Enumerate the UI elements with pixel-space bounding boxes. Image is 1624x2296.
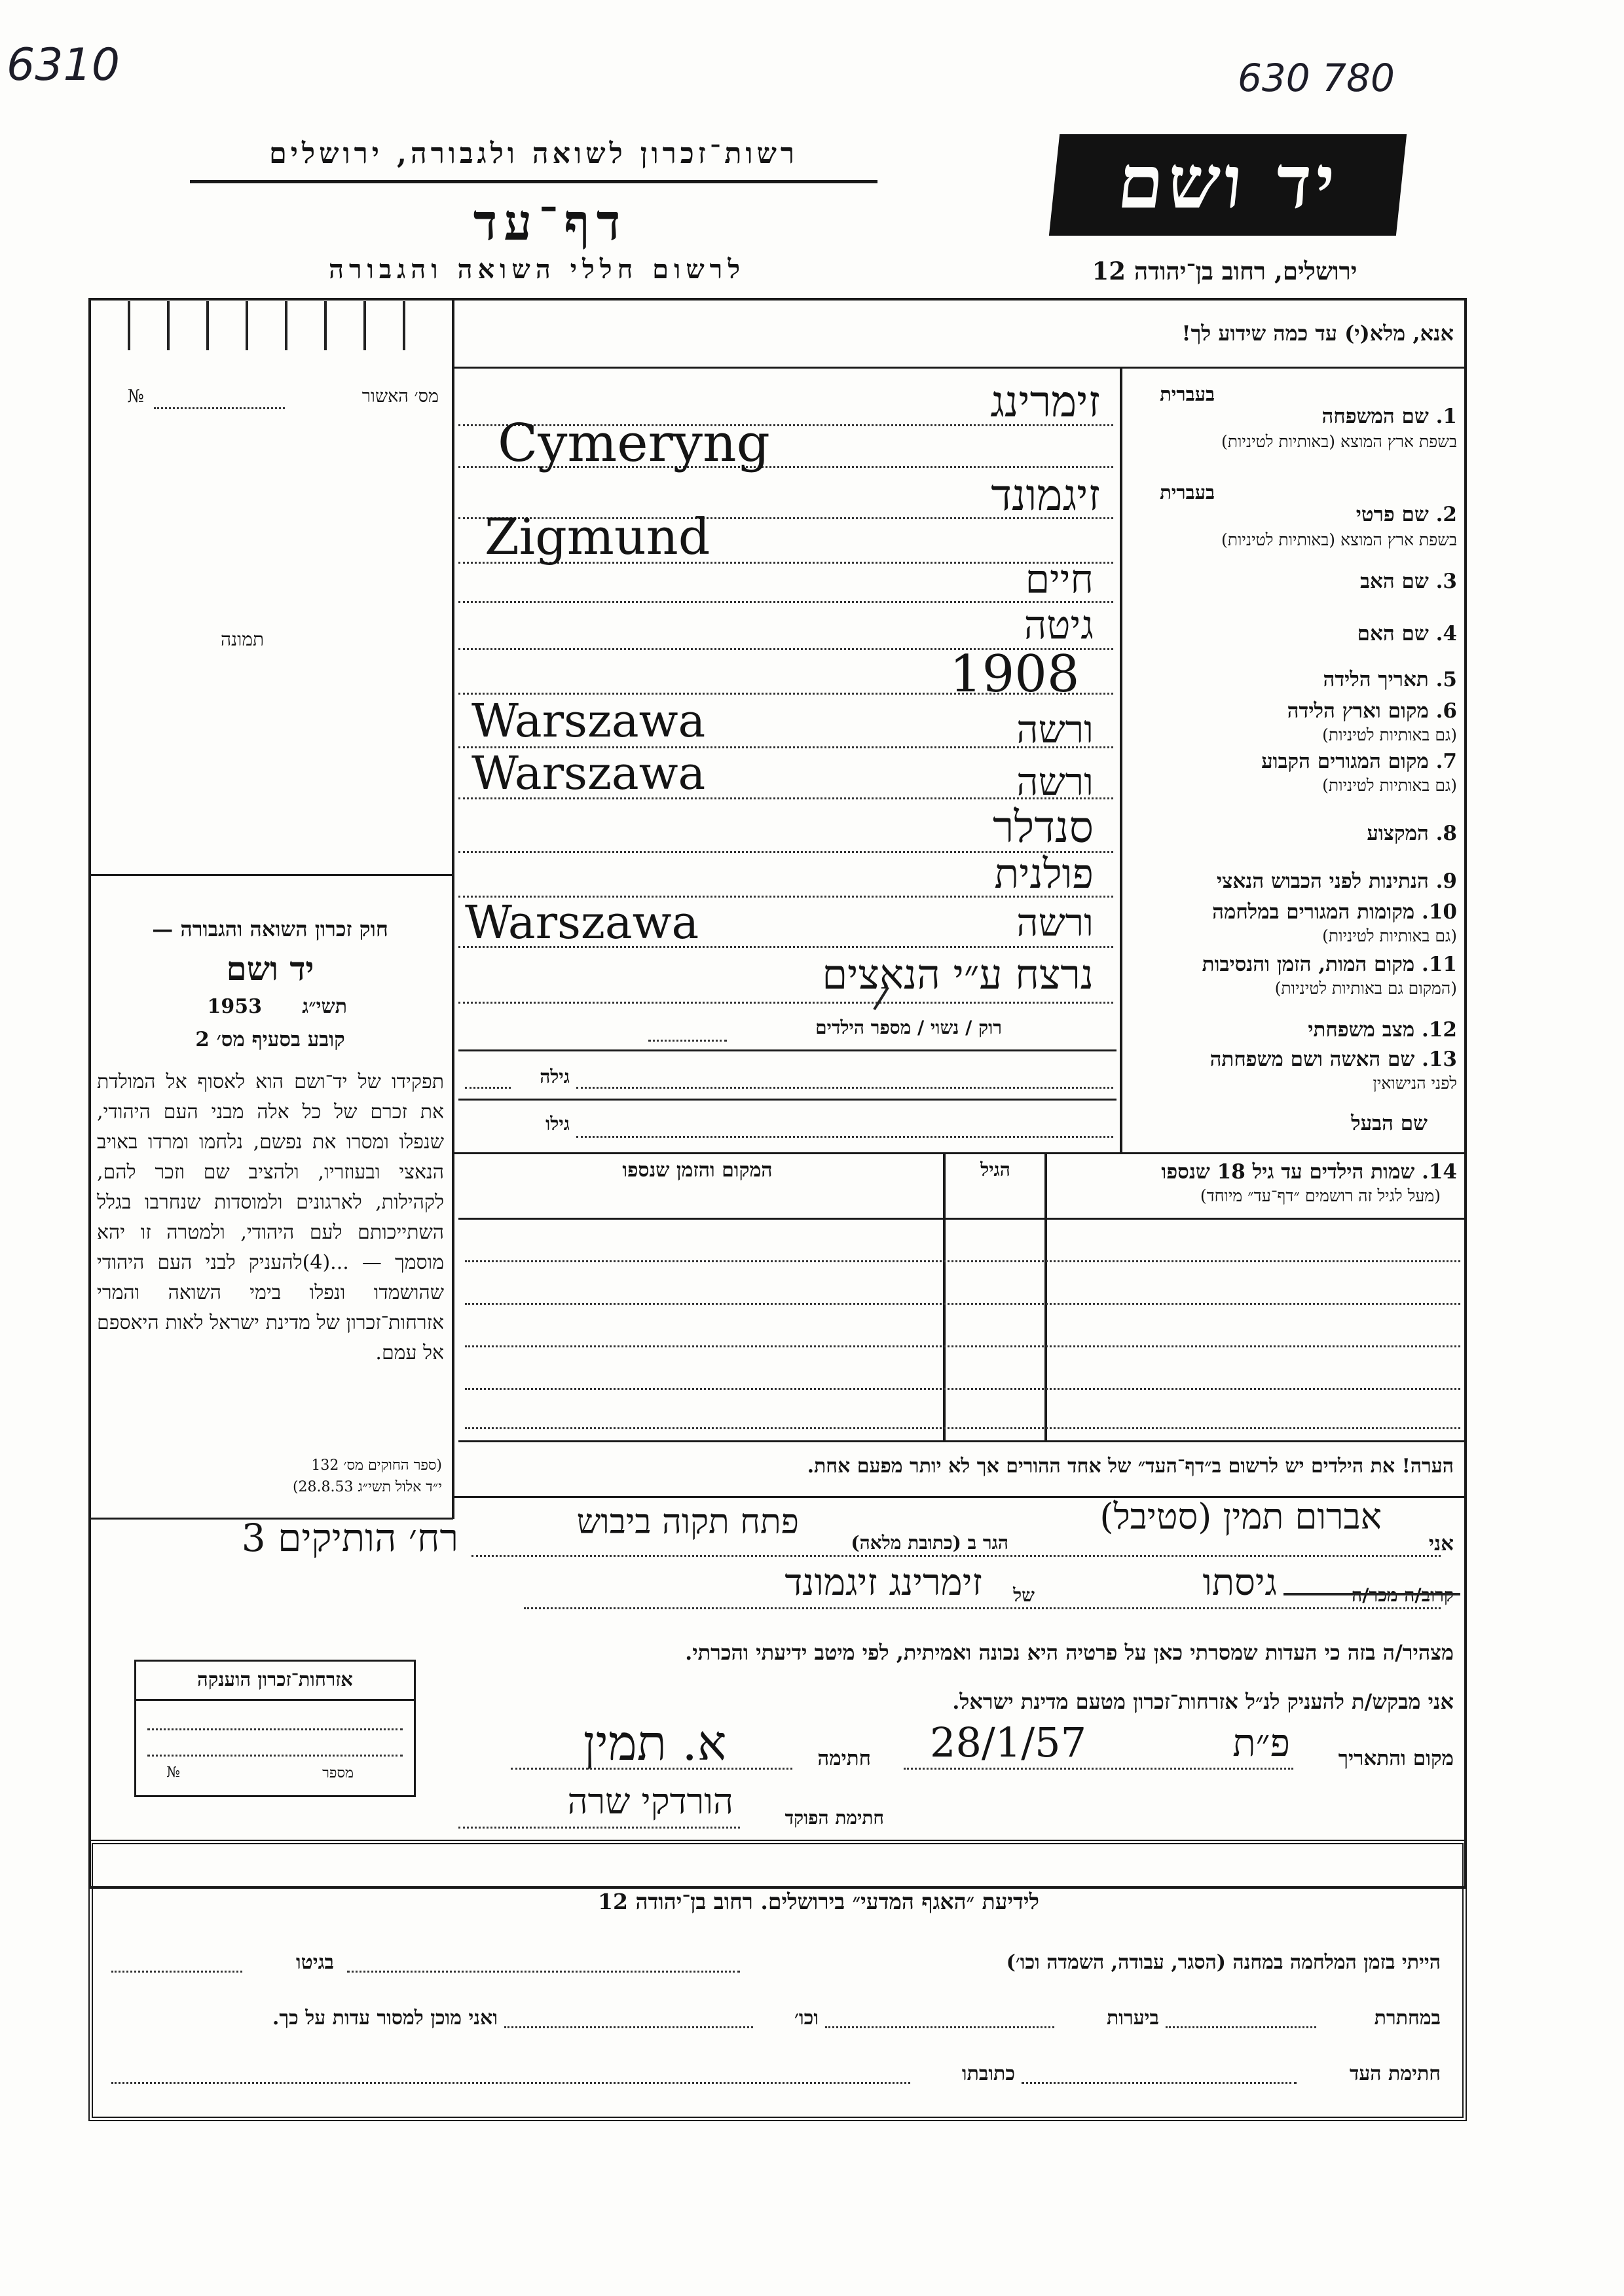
field-12-options: רוק / נשוי / מספר הילדים bbox=[815, 1017, 1002, 1038]
date-value: 28/1/57 bbox=[930, 1719, 1087, 1766]
field-10-latin-value: Warszawa bbox=[465, 896, 699, 949]
top-left-number: 6310 bbox=[7, 39, 120, 91]
place-date-label: מקום והתאריך bbox=[1338, 1747, 1454, 1770]
field-9-value: פולנית bbox=[994, 850, 1094, 898]
relation-strike bbox=[1283, 1593, 1460, 1595]
field-11-line[interactable] bbox=[458, 1002, 1113, 1004]
intro-rule bbox=[452, 367, 1466, 369]
row-rule-13 bbox=[458, 1099, 1116, 1101]
photo-label: תמונה bbox=[220, 629, 265, 650]
signature-value: א. תמין bbox=[583, 1715, 727, 1772]
field-1-hebrew-tag: בעברית bbox=[1160, 383, 1215, 405]
field-8-label: 8. המקצוע bbox=[1367, 822, 1457, 845]
tick-mark bbox=[403, 301, 405, 350]
bottom-ghetto-field[interactable] bbox=[111, 1971, 242, 1973]
bottom-line-2-a: במחתרת bbox=[1374, 2007, 1441, 2030]
logo-text: יד ושם bbox=[1113, 139, 1343, 225]
field-13b-label: שם הבעל bbox=[1351, 1112, 1428, 1135]
field-2-latin-value: Zigmund bbox=[485, 507, 710, 566]
field-13b-name-line[interactable] bbox=[576, 1136, 1113, 1138]
table-row[interactable] bbox=[465, 1427, 1460, 1429]
field-2-label: 2. שם פרטי bbox=[1356, 503, 1457, 526]
field-11-label: 11. מקום המות, הזמן והנסיבות bbox=[1202, 953, 1457, 976]
citizenship-box-line[interactable] bbox=[147, 1728, 403, 1730]
field-2-hebrew-tag: בעברית bbox=[1160, 481, 1215, 503]
law-clause: קובע בסעיף מס׳ 2 bbox=[195, 1028, 345, 1051]
decl-request: אני מבקש/ת להעניק לנ״ל אזרחות־זכרון מטעם מדינת ישראל. bbox=[952, 1689, 1454, 1714]
bottom-title: לידיעת ״האגף המדעי״ בירושלים. רחוב בן־יהודה 12 bbox=[598, 1889, 1039, 1914]
field-12-children-line[interactable] bbox=[648, 1040, 727, 1042]
tick-mark bbox=[128, 301, 130, 350]
authority-underline bbox=[190, 180, 877, 183]
field-1-latin-value: Cymeryng bbox=[498, 412, 770, 473]
field-8-value: סנדלר bbox=[992, 802, 1094, 852]
field-1-hebrew-value: זימרינג bbox=[990, 376, 1100, 427]
row-rule-12 bbox=[458, 1049, 1116, 1051]
field-7-label: 7. מקום המגורים הקבוע bbox=[1261, 750, 1457, 773]
citizenship-box-line[interactable] bbox=[147, 1755, 403, 1757]
field-5-value: 1908 bbox=[950, 645, 1080, 704]
field-6-label: 6. מקום וארץ הלידה bbox=[1287, 699, 1457, 723]
decl-witness-name: אברום תמין (סטיבל) bbox=[1099, 1496, 1382, 1537]
law-year-heb: תשי״ג bbox=[302, 995, 347, 1018]
officer-value: הורדקי שרה bbox=[567, 1781, 733, 1822]
photo-area-rule bbox=[90, 874, 453, 876]
field-6-hebrew-value: ורשה bbox=[1016, 707, 1094, 752]
tick-mark bbox=[206, 301, 209, 350]
tick-mark bbox=[363, 301, 366, 350]
field-10-label: 10. מקומות המגורים במלחמה bbox=[1212, 900, 1457, 924]
decl-line-1[interactable] bbox=[471, 1555, 1441, 1557]
field-13-sub: לפני הנישואין bbox=[1373, 1074, 1457, 1093]
decl-address-cont: רח׳ הותיקים 3 bbox=[241, 1516, 458, 1560]
note-text: הערה! את הילדים יש לרשום ב״דף־העד״ של אחד ההורים אך לא יותר מפעם אחת. bbox=[807, 1455, 1454, 1478]
header-address: ירושלים, רחוב בן־יהודה 12 bbox=[1092, 257, 1357, 285]
field-10-sub: (גם באותיות לטיניות) bbox=[1322, 926, 1457, 945]
field-6-sub: (גם באותיות לטיניות) bbox=[1322, 725, 1457, 744]
field-6-latin-value: Warszawa bbox=[471, 694, 706, 748]
decl-of-label: של bbox=[1013, 1584, 1035, 1606]
approval-field[interactable] bbox=[154, 407, 285, 409]
law-name: יד ושם bbox=[226, 949, 314, 988]
bottom-address-field[interactable] bbox=[111, 2082, 910, 2084]
tick-mark bbox=[285, 301, 287, 350]
tick-mark bbox=[324, 301, 327, 350]
decl-address: פתח תקוה ביבוש bbox=[576, 1503, 799, 1542]
field-3-value: חיים bbox=[1025, 556, 1094, 602]
bottom-forests-field[interactable] bbox=[825, 2026, 1054, 2028]
tick-mark bbox=[246, 301, 248, 350]
law-source-1: (ספר החוקים מס׳ 132 bbox=[311, 1457, 442, 1474]
field-11-value: נרצח ע״י הנאצים bbox=[822, 951, 1094, 998]
decl-resides-label: הגר ב (כתובת מלאה) bbox=[851, 1532, 1008, 1554]
bottom-box bbox=[88, 1840, 1467, 2121]
law-source-2: י״ד אלול תשי״ג 28.8.53) bbox=[292, 1479, 442, 1495]
field-1-sub: בשפת ארץ המוצא (באותיות לטיניות) bbox=[1221, 432, 1457, 451]
bottom-etc-field[interactable] bbox=[504, 2026, 753, 2028]
yad-vashem-logo bbox=[1049, 134, 1407, 236]
table-col-2 bbox=[943, 1152, 946, 1440]
law-year: 1953 bbox=[207, 995, 262, 1018]
bottom-line-1-field[interactable] bbox=[347, 1971, 740, 1973]
field-14-age-header: הגיל bbox=[980, 1159, 1010, 1180]
bottom-witness-sign-field[interactable] bbox=[1022, 2082, 1297, 2084]
citizenship-box-title: אזרחות־זכרון הוענקה bbox=[197, 1668, 353, 1690]
field-7-sub: (גם באותיות לטיניות) bbox=[1322, 776, 1457, 795]
field-14-label: 14. שמות הילדים עד גיל 18 שנספו bbox=[1161, 1160, 1457, 1184]
field-14-sub: (מעל לגיל זה רושמים ״דף־עד״ מיוחד) bbox=[1200, 1186, 1441, 1205]
field-12-label: 12. מצב משפחתי bbox=[1308, 1018, 1457, 1042]
field-3-label: 3. שם האב bbox=[1360, 570, 1457, 593]
bottom-line-2-c: וכו׳ bbox=[794, 2007, 819, 2030]
field-4-label: 4. שם האם bbox=[1357, 622, 1457, 646]
decl-relation-value: גיסתו bbox=[1202, 1561, 1277, 1604]
approval-no: № bbox=[127, 386, 144, 407]
field-7-latin-value: Warszawa bbox=[471, 746, 706, 800]
field-1-label: 1. שם המשפחה bbox=[1321, 405, 1457, 428]
field-7-hebrew-value: ורשה bbox=[1016, 759, 1094, 804]
field-2-sub: בשפת ארץ המוצא (באותיות לטיניות) bbox=[1221, 530, 1457, 549]
field-13-age-line[interactable] bbox=[465, 1087, 511, 1089]
table-col-1 bbox=[1044, 1152, 1047, 1440]
intro-text: אנא, מלא(י) עד כמה שידוע לך! bbox=[1181, 321, 1454, 346]
note-top-rule bbox=[458, 1440, 1466, 1442]
table-row[interactable] bbox=[465, 1345, 1460, 1347]
field-14-place-header: המקום והזמן שנספו bbox=[622, 1159, 773, 1182]
tick-mark bbox=[167, 301, 170, 350]
law-text: תפקידו של יד־ושם הוא לאסוף אל המולדת את זכרם של כל אלה מבני העם היהודי, שנפלו ומסרו את נפשם, נלחמו ומרדו באויב הנאצי ובעוזריו, ולהציב שם וזכר להם, לקהילות, לארגונים ולמוסדות שנחרבו בגלל השתייכותם לעם היהודי, ולמטרה זו יהא מוסמך — ...(4)להעניק לבני העם היהודי שהושמדו ונפלו בימי השואה והמרי אזרחות־זכרון של מדינת ישראל לאות היאספם אל עמם. bbox=[97, 1070, 445, 1364]
signature-label: חתימה bbox=[817, 1747, 871, 1770]
bottom-line-1-end: בגיטו bbox=[295, 1951, 334, 1974]
bottom-underground-field[interactable] bbox=[1166, 2026, 1316, 2028]
field-5-label: 5. תאריך הלידה bbox=[1323, 668, 1457, 691]
decl-relation-label bbox=[1270, 1584, 1454, 1607]
field-13-name-line[interactable] bbox=[576, 1087, 1113, 1089]
top-right-reference: 630 780 bbox=[1238, 56, 1395, 100]
citizenship-box-number: מספר bbox=[322, 1765, 354, 1781]
field-11-sub: (המקום גם באותיות לטיניות) bbox=[1274, 979, 1457, 998]
officer-label: חתימת הפוקד bbox=[784, 1807, 884, 1829]
side-divider bbox=[452, 299, 454, 1519]
label-divider bbox=[1120, 367, 1122, 1152]
field-10-hebrew-value: ורשה bbox=[1016, 900, 1094, 945]
decl-line-2[interactable] bbox=[524, 1607, 1441, 1609]
signature-line[interactable] bbox=[511, 1768, 792, 1770]
decl-statement: מצהיר/ה בזה כי העדות שמסרתי כאן על פרטיה היא נכונה ואמיתית, לפי מיטב ידיעתי והכרתי. bbox=[685, 1640, 1454, 1665]
bottom-line-3-b: כתובתו bbox=[961, 2062, 1015, 2085]
field-13b-age-label: גילו bbox=[545, 1113, 570, 1135]
field-13-label: 13. שם האשה ושם משפחתה bbox=[1209, 1048, 1457, 1071]
table-row[interactable] bbox=[465, 1260, 1460, 1262]
field-2-hebrew-value: זיגמונד bbox=[991, 470, 1100, 520]
place-value: פ״ת bbox=[1232, 1721, 1290, 1765]
citizenship-box-no: № bbox=[166, 1764, 180, 1781]
authority-name: רשות־זכרון לשואה ולגבורה, ירושלים bbox=[268, 137, 799, 170]
citizenship-box-rule bbox=[136, 1699, 415, 1701]
form-subtitle: לרשום חללי השואה והגבורה bbox=[328, 254, 746, 285]
bottom-line-3-a: חתימת העד bbox=[1349, 2062, 1441, 2085]
bottom-line-2-b: ביערות bbox=[1106, 2007, 1159, 2030]
table-row[interactable] bbox=[465, 1388, 1460, 1390]
field-9-label: 9. הנתינות לפני הכבוש הנאצי bbox=[1217, 869, 1457, 893]
field-13-age-label: גילה bbox=[540, 1066, 570, 1087]
bottom-line-1: הייתי בזמן המלחמה במחנה (הסגר, עבודה, השמדה וכו׳) bbox=[1006, 1951, 1441, 1974]
table-head-rule bbox=[458, 1218, 1466, 1220]
table-row[interactable] bbox=[465, 1303, 1460, 1305]
row-rule bbox=[452, 1152, 1466, 1154]
form-title: דף־עד bbox=[473, 193, 627, 251]
law-title: חוק זכרון השואה והגבורה — bbox=[152, 917, 388, 941]
field-4-value: גיטה bbox=[1024, 602, 1094, 648]
place-date-line[interactable] bbox=[904, 1768, 1293, 1770]
bottom-line-2-end: ואני מוכן למסור עדות על כך. bbox=[272, 2007, 498, 2030]
decl-of-value: זימרינג זיגמונד bbox=[784, 1561, 982, 1604]
decl-ani: אני bbox=[1428, 1532, 1454, 1556]
officer-line[interactable] bbox=[458, 1827, 740, 1829]
approval-label: מס׳ האשור bbox=[361, 386, 439, 407]
